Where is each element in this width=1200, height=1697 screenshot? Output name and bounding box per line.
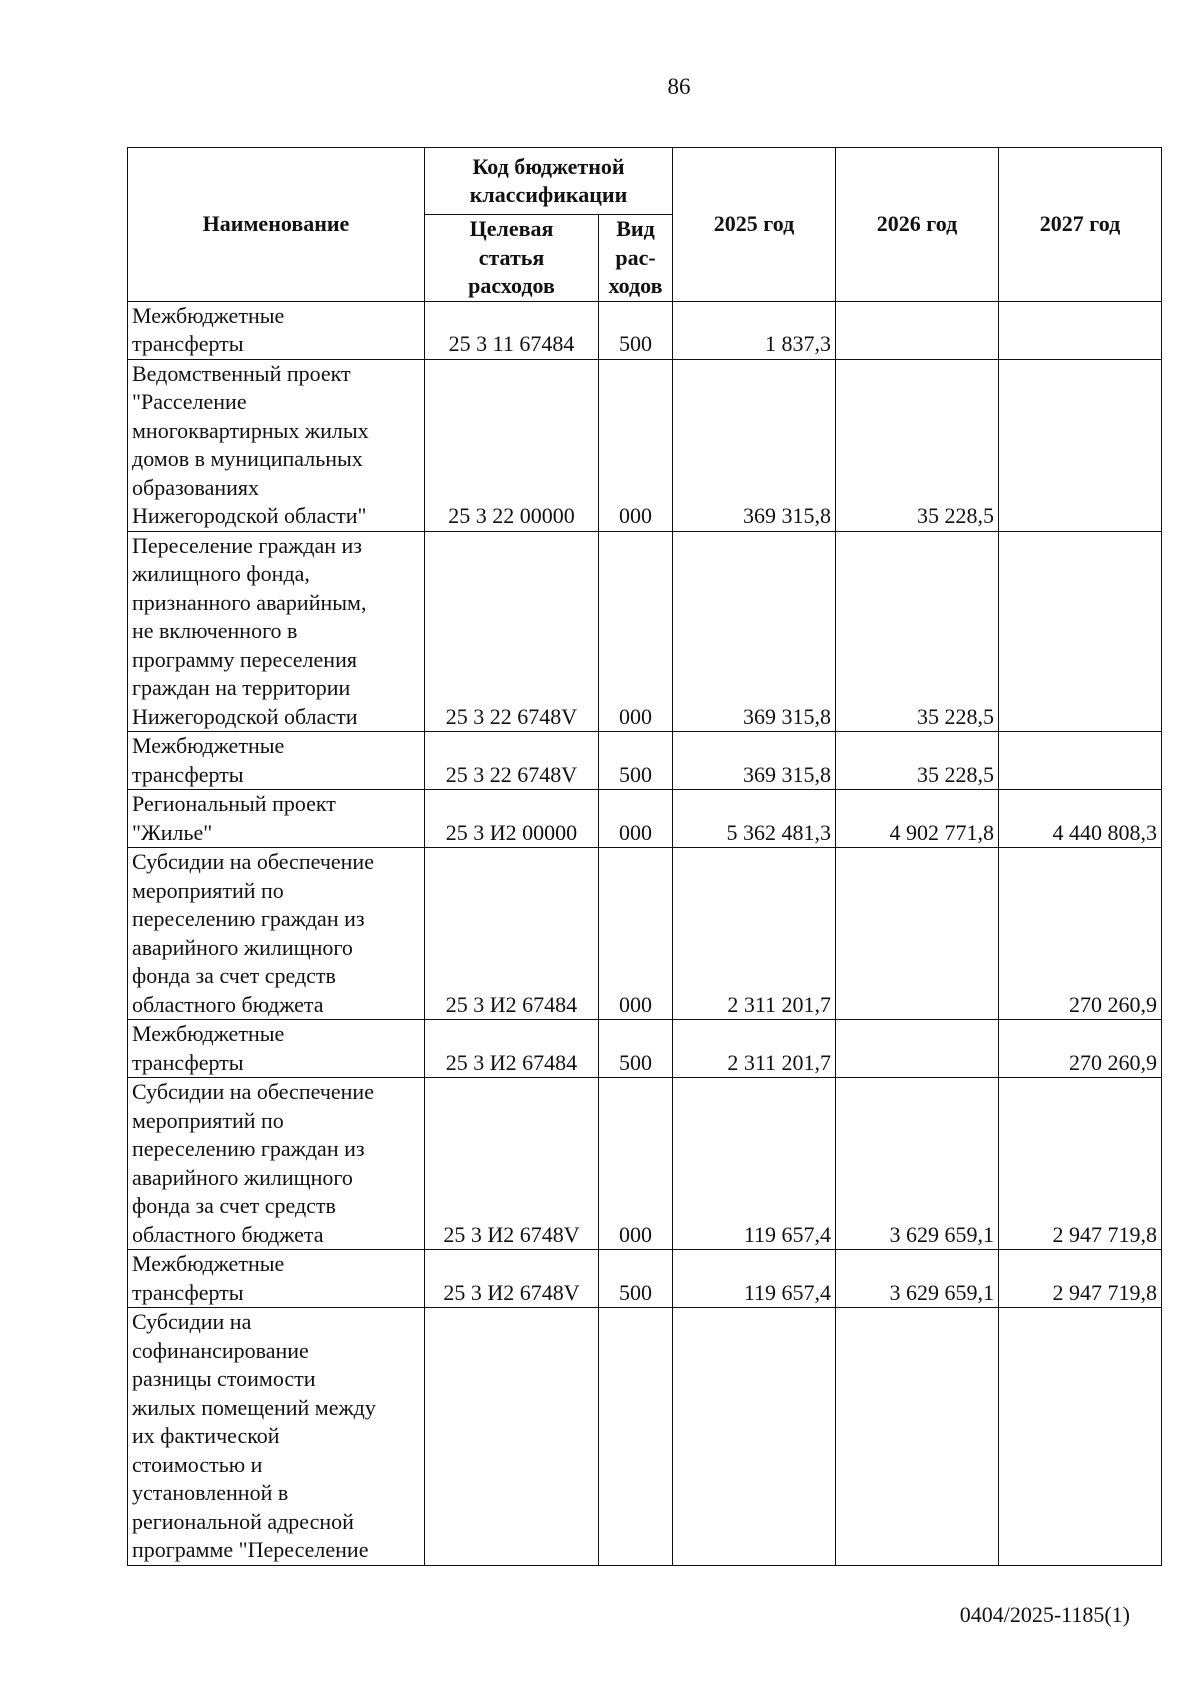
row-2027-value: 270 260,9	[999, 848, 1162, 1020]
table-row	[128, 1250, 1162, 1308]
page-number: 86	[667, 74, 691, 99]
row-target-article	[425, 1308, 599, 1566]
row-2027-value: 270 260,9	[999, 1020, 1162, 1078]
header-name: Наименование	[128, 148, 425, 302]
row-2025-value: 369 315,8	[673, 359, 836, 531]
row-target-article: 25 3 И2 67484	[425, 848, 599, 1020]
row-2027-value: 2 947 719,8	[999, 1250, 1162, 1308]
row-expense-type: 500	[599, 732, 673, 790]
table-row	[128, 1020, 1162, 1078]
row-name: Переселение граждан из жилищного фонда, признанного аварийным, не включенного в программу переселения граждан на территории Нижегородской области	[128, 531, 425, 732]
row-2026-value: 35 228,5	[836, 732, 999, 790]
header-target-article: Целевая статья расходов	[425, 215, 599, 302]
row-name: Межбюджетные трансферты	[128, 1020, 425, 1078]
row-2025-value: 2 311 201,7	[673, 1020, 836, 1078]
row-2026-value: 4 902 771,8	[836, 790, 999, 848]
row-2026-value	[836, 1308, 999, 1566]
row-2025-value	[673, 1308, 836, 1566]
row-target-article: 25 3 11 67484	[425, 301, 599, 359]
row-target-article: 25 3 И2 00000	[425, 790, 599, 848]
row-name: Субсидии на обеспечение мероприятий по переселению граждан из аварийного жилищного фонда за счет средств областного бюджета	[128, 848, 425, 1020]
table-row	[128, 531, 1162, 732]
table-row	[128, 359, 1162, 531]
row-2027-value	[999, 531, 1162, 732]
row-2025-value: 119 657,4	[673, 1250, 836, 1308]
row-name: Межбюджетные трансферты	[128, 1250, 425, 1308]
row-target-article: 25 3 22 00000	[425, 359, 599, 531]
row-name: Межбюджетные трансферты	[128, 301, 425, 359]
header-2027: 2027 год	[999, 148, 1162, 302]
row-name: Ведомственный проект "Расселение многоквартирных жилых домов в муниципальных образованиях Нижегородской области"	[128, 359, 425, 531]
row-target-article: 25 3 22 6748V	[425, 531, 599, 732]
row-2027-value: 2 947 719,8	[999, 1078, 1162, 1250]
row-name: Субсидии на софинансирование разницы стоимости жилых помещений между их фактической стоимостью и установленной в региональной адресной программе "Переселение	[128, 1308, 425, 1566]
row-2027-value	[999, 732, 1162, 790]
row-2026-value: 35 228,5	[836, 359, 999, 531]
budget-table	[127, 147, 1162, 1566]
row-expense-type: 000	[599, 790, 673, 848]
row-name: Субсидии на обеспечение мероприятий по переселению граждан из аварийного жилищного фонда за счет средств областного бюджета	[128, 1078, 425, 1250]
row-2025-value: 2 311 201,7	[673, 848, 836, 1020]
table-row	[128, 301, 1162, 359]
document-code: 0404/2025-1185(1)	[959, 1602, 1130, 1627]
row-expense-type: 000	[599, 848, 673, 1020]
table-row	[128, 848, 1162, 1020]
row-2026-value: 3 629 659,1	[836, 1250, 999, 1308]
row-2026-value: 35 228,5	[836, 531, 999, 732]
row-name: Региональный проект "Жилье"	[128, 790, 425, 848]
row-2026-value	[836, 1020, 999, 1078]
table-row	[128, 1078, 1162, 1250]
row-2027-value	[999, 301, 1162, 359]
row-2026-value	[836, 848, 999, 1020]
row-2026-value: 3 629 659,1	[836, 1078, 999, 1250]
row-2025-value: 119 657,4	[673, 1078, 836, 1250]
row-name: Межбюджетные трансферты	[128, 732, 425, 790]
row-target-article: 25 3 И2 67484	[425, 1020, 599, 1078]
row-2025-value: 5 362 481,3	[673, 790, 836, 848]
row-expense-type: 500	[599, 1250, 673, 1308]
row-target-article: 25 3 22 6748V	[425, 732, 599, 790]
table-row	[128, 732, 1162, 790]
row-expense-type: 000	[599, 1078, 673, 1250]
header-2025: 2025 год	[673, 148, 836, 302]
row-expense-type: 000	[599, 359, 673, 531]
row-target-article: 25 3 И2 6748V	[425, 1250, 599, 1308]
row-2026-value	[836, 301, 999, 359]
table-row	[128, 1308, 1162, 1566]
row-2025-value: 369 315,8	[673, 531, 836, 732]
table-row	[128, 790, 1162, 848]
row-2027-value	[999, 1308, 1162, 1566]
row-expense-type	[599, 1308, 673, 1566]
row-target-article: 25 3 И2 6748V	[425, 1078, 599, 1250]
row-2027-value	[999, 359, 1162, 531]
row-expense-type: 500	[599, 1020, 673, 1078]
header-expense-type: Вид рас-ходов	[599, 215, 673, 302]
row-expense-type: 500	[599, 301, 673, 359]
row-2025-value: 369 315,8	[673, 732, 836, 790]
row-expense-type: 000	[599, 531, 673, 732]
row-2027-value: 4 440 808,3	[999, 790, 1162, 848]
header-budget-code: Код бюджетной классификации	[425, 148, 673, 215]
header-2026: 2026 год	[836, 148, 999, 302]
row-2025-value: 1 837,3	[673, 301, 836, 359]
